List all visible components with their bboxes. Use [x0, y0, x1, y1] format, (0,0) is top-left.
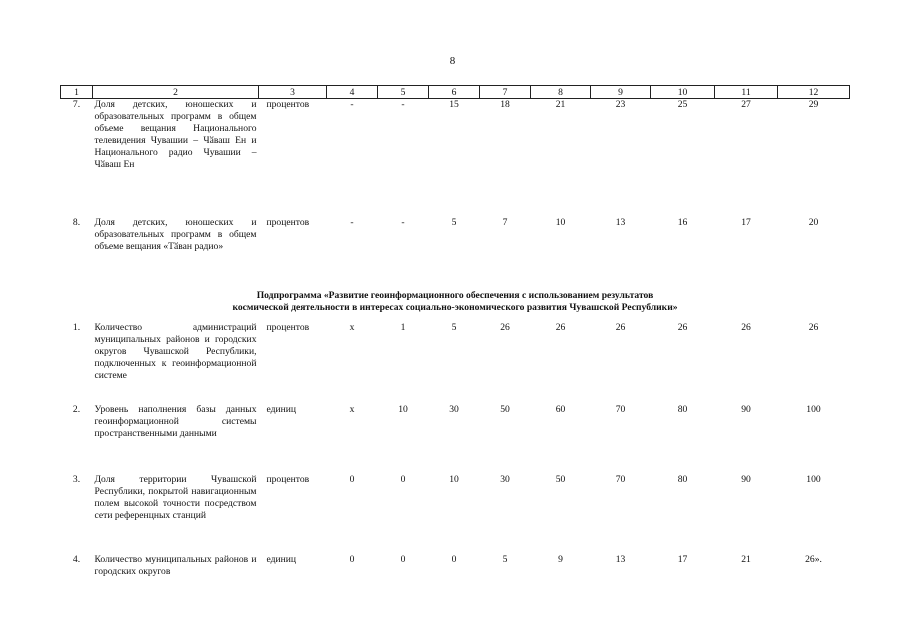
indicator-value: 13 [615, 216, 626, 228]
indicator-value: 26 [615, 321, 626, 333]
indicator-value: - [401, 216, 405, 228]
column-header-5: 5 [378, 86, 429, 99]
page-number: 8 [449, 55, 456, 67]
subprogram-heading [61, 285, 850, 322]
row-number: 1. [72, 321, 81, 333]
indicator-value: 50 [555, 473, 566, 485]
indicator-value: 18 [500, 99, 510, 110]
indicator-value: 9 [558, 553, 563, 565]
unit-of-measure: единиц [266, 403, 297, 415]
indicator-value: 26 [808, 321, 819, 333]
indicator-value: 5 [502, 553, 508, 565]
indicator-value: 26». [805, 553, 822, 565]
row-number: 8. [72, 216, 81, 228]
indicator-value: 26 [741, 321, 751, 333]
column-header-1: 1 [61, 86, 93, 99]
indicator-value: 0 [400, 473, 406, 485]
indicator-value: 17 [677, 553, 688, 565]
indicator-name: Доля территории Чувашской Республики, покрытой навигационным полем высокой точности посредством сети референцных станций [94, 473, 257, 521]
indicator-value: - [350, 216, 354, 228]
indicator-value: 21 [555, 99, 566, 110]
subprogram-heading-line1: Подпрограмма «Развитие геоинформационного обеспечения с использованием результатов [256, 289, 654, 301]
indicator-value: 70 [615, 403, 626, 415]
subprogram-heading-line2: космической деятельности в интересах социально-экономического развития Чувашской Республики» [232, 301, 678, 313]
indicator-name: Количество муниципальных районов и городских округов [94, 553, 257, 577]
column-header-2: 2 [93, 86, 259, 99]
indicators-table [60, 85, 850, 594]
table-row [61, 404, 850, 474]
column-header-9: 9 [591, 86, 651, 99]
indicator-value: 80 [677, 403, 688, 415]
indicator-value: 5 [451, 216, 457, 228]
indicator-value: 16 [677, 216, 688, 228]
column-header-3: 3 [259, 86, 327, 99]
indicator-value: 25 [677, 99, 688, 110]
indicator-value: 10 [398, 403, 408, 415]
indicator-value: 0 [349, 553, 355, 565]
indicator-value: 0 [349, 473, 355, 485]
unit-of-measure: процентов [266, 473, 310, 485]
column-header-12: 12 [778, 86, 850, 99]
indicator-value: 90 [741, 473, 751, 485]
column-header-11: 11 [715, 86, 778, 99]
indicator-value: 26 [555, 321, 566, 333]
table-row [61, 554, 850, 594]
row-number: 7. [72, 99, 81, 110]
indicator-value: 26 [500, 321, 510, 333]
indicator-value: х [349, 403, 355, 415]
table-row [61, 322, 850, 404]
column-header-4: 4 [327, 86, 378, 99]
indicator-value: 10 [449, 473, 459, 485]
indicator-value: 90 [741, 403, 751, 415]
column-header-7: 7 [480, 86, 531, 99]
indicator-name: Уровень наполнения базы данных геоинформационной системы пространственными данными [94, 403, 257, 439]
table-row [61, 474, 850, 554]
indicator-value: 23 [615, 99, 626, 110]
indicator-value: 30 [449, 403, 459, 415]
row-number: 4. [72, 553, 81, 565]
table-row [61, 217, 850, 285]
indicator-value: 50 [500, 403, 510, 415]
subprogram-heading-row [61, 285, 850, 322]
row-number: 3. [72, 473, 81, 485]
indicator-value: 26 [677, 321, 688, 333]
indicator-value: 0 [400, 553, 406, 565]
indicator-value: 30 [500, 473, 510, 485]
unit-of-measure: единиц [266, 553, 297, 565]
indicator-value: 60 [555, 403, 566, 415]
unit-of-measure: процентов [266, 216, 310, 228]
indicator-name: Количество администраций муниципальных районов и городских округов Чувашской Республики, подключенных к геоинформационной системе [94, 321, 257, 382]
indicator-value: - [401, 99, 405, 110]
indicator-value: 21 [741, 553, 751, 565]
indicator-value: 15 [449, 99, 459, 110]
unit-of-measure: процентов [266, 99, 310, 110]
indicator-value: 10 [555, 216, 566, 228]
indicator-value: 100 [806, 473, 821, 485]
indicator-value: 80 [677, 473, 688, 485]
column-header-10: 10 [651, 86, 715, 99]
indicator-value: 27 [741, 99, 751, 110]
indicator-value: х [349, 321, 355, 333]
indicator-value: 1 [400, 321, 406, 333]
indicator-value: 100 [806, 403, 821, 415]
indicator-value: 5 [451, 321, 457, 333]
column-number-row [61, 86, 850, 99]
indicator-value: 7 [502, 216, 508, 228]
indicator-value: 17 [741, 216, 751, 228]
column-header-8: 8 [531, 86, 591, 99]
row-number: 2. [72, 403, 81, 415]
indicator-name: Доля детских, юношеских и образовательных программ в общем объеме вещания Национального телевидения Чувашии – Чӑваш Ен и Национального радио Чувашии – Чӑваш Ен [94, 99, 257, 171]
table-row [61, 99, 850, 217]
indicator-value: - [350, 99, 354, 110]
indicator-value: 20 [808, 216, 819, 228]
indicator-name: Доля детских, юношеских и образовательных программ в общем объеме вещания «Тӑван радио» [94, 216, 257, 252]
unit-of-measure: процентов [266, 321, 310, 333]
indicator-value: 0 [451, 553, 457, 565]
column-header-6: 6 [429, 86, 480, 99]
indicator-value: 13 [615, 553, 626, 565]
indicator-value: 29 [808, 99, 819, 110]
indicator-value: 70 [615, 473, 626, 485]
